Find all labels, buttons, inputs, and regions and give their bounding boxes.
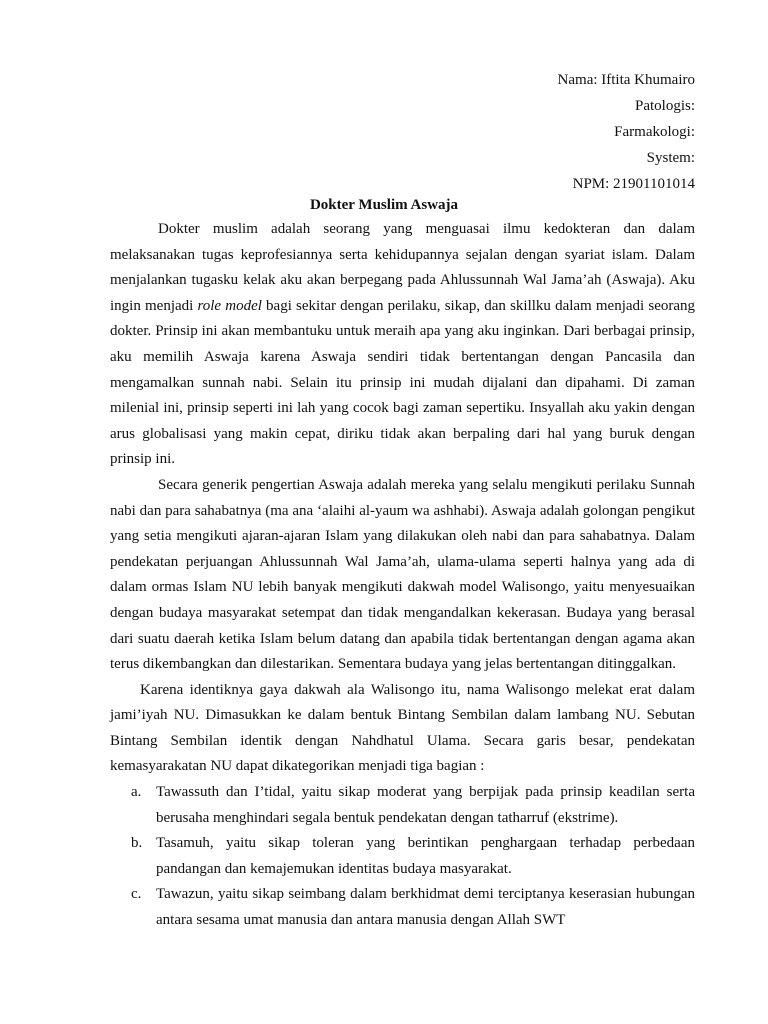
paragraph-2: Secara generik pengertian Aswaja adalah mereka yang selalu mengikuti perilaku Sunnah nabi dan para sahabatnya (ma ana ‘alaihi al-yaum wa ashhabi). Aswaja adalah golongan pengikut yang setia mengikuti ajaran-ajaran Islam yang dilakukan oleh nabi dan para sahabatnya. Dalam pendekatan perjuangan Ahlussunnah Wal Jama’ah, ulama-ulama seperti halnya yang ada di dalam ormas Islam NU lebih banyak mengikuti dakwah model Walisongo, yaitu menyesuaikan dengan budaya masyarakat setempat dan tidak mengandalkan kekerasan. Budaya yang berasal dari suatu daerah ketika Islam belum datang dan apabila tidak bertentangan dengan agama akan terus dikembangkan dan dilestarikan. Sementara budaya yang jelas bertentangan ditinggalkan. [110, 476, 695, 673]
list-item-text: Tasamuh, yaitu sikap toleran yang berintikan penghargaan terhadap perbedaan pandangan dan kemajemukan identitas budaya masyarakat. [156, 835, 695, 877]
paragraph-1-part-b: bagi sekitar dengan perilaku, sikap, dan skillku dalam menjadi seorang dokter. Prinsip ini akan membantuku untuk meraih apa yang aku inginkan. Dari berbagai prinsip, aku memilih Aswaja karena Aswaja sendiri tidak bertentangan dengan Pancasila dan mengamalkan sunnah nabi. Selain itu prinsip ini mudah dijalani dan dipahami. Di zaman milenial ini, prinsip seperti ini lah yang cocok bagi zaman sepertiku. Insyallah aku yakin dengan arus globalisasi yang makin cepat, diriku tidak akan berpaling dari hal yang buruk dengan prinsip ini. [110, 297, 695, 468]
paragraph-1-emphasis: role model [197, 297, 262, 314]
list-item [110, 780, 695, 831]
farmakologi-line: Farmakologi: [614, 124, 695, 140]
paragraph-3: Karena identiknya gaya dakwah ala Walisongo itu, nama Walisongo melekat erat dalam jami’iyah NU. Dimasukkan ke dalam bentuk Bintang Sembilan dalam lambang NU. Sebutan Bintang Sembilan identik dengan Nahdhatul Ulama. Secara garis besar, pendekatan kemasyarakatan NU dapat dikategorikan menjadi tiga bagian : [110, 681, 695, 775]
paragraph-1-part-a: Dokter muslim adalah seorang yang menguasai ilmu kedokteran dan dalam melaksanakan tugas keprofesiannya serta kehidupannya sejalan dengan syariat islam. Dalam menjalankan tugasku kelak aku akan berpegang pada Ahlussunnah Wal Jama’ah (Aswaja). Aku ingin menjadi [110, 221, 695, 314]
list-item-text: Tawazun, yaitu sikap seimbang dalam berkhidmat demi terciptanya keserasian hubungan antara sesama umat manusia dan antara manusia dengan Allah SWT [156, 886, 695, 929]
paragraph-1 [110, 217, 695, 473]
name-line: Nama: Iftita Khumairo [557, 72, 695, 88]
document-body [110, 217, 695, 934]
list-marker: a. [131, 784, 142, 801]
list-item-text: Tawassuth dan I’tidal, yaitu sikap moderat yang berpijak pada prinsip keadilan serta berusaha menghindari segala bentuk pendekatan dengan tatharruf (ekstrime). [156, 784, 695, 826]
list-item [110, 831, 695, 882]
list-marker: b. [131, 835, 143, 852]
identity-header [558, 67, 695, 197]
category-list [110, 780, 695, 934]
patologis-line: Patologis: [634, 98, 695, 114]
system-line: System: [646, 150, 695, 166]
list-item [110, 882, 695, 933]
document-title: Dokter Muslim Aswaja [309, 197, 459, 213]
list-marker: c. [131, 886, 142, 903]
npm-line: NPM: 21901101014 [572, 176, 695, 192]
